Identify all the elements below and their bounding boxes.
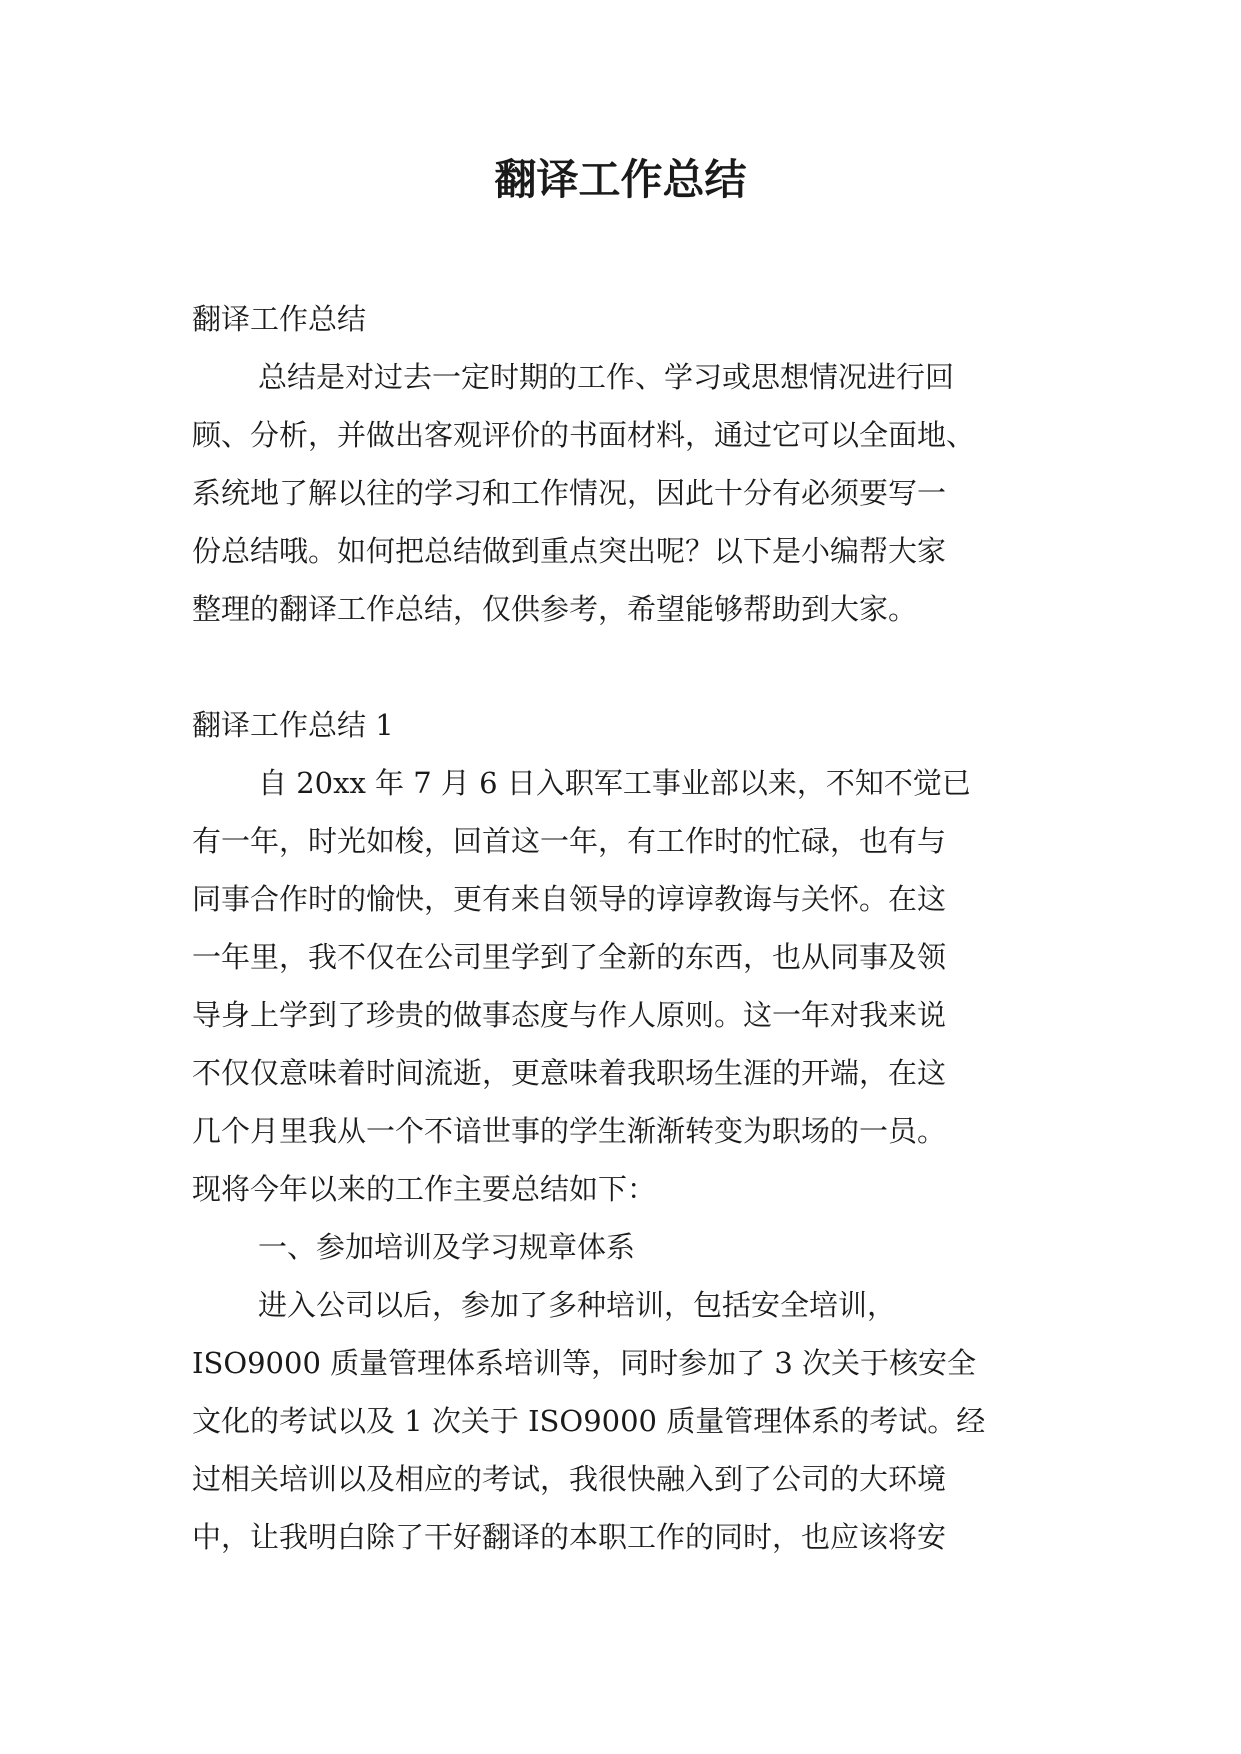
paragraph-line: 总结是对过去一定时期的工作、学习或思想情况进行回 — [258, 360, 955, 394]
paragraph-line: 顾、分析，并做出客观评价的书面材料，通过它可以全面地、 — [192, 418, 976, 452]
paragraph-line: 几个月里我从一个不谙世事的学生渐渐转变为职场的一员。 — [192, 1114, 947, 1148]
paragraph-line: 过相关培训以及相应的考试，我很快融入到了公司的大环境 — [192, 1462, 947, 1496]
paragraph-line: ISO9000 质量管理体系培训等，同时参加了 3 次关于核安全 — [192, 1346, 977, 1380]
paragraph-line: 有一年，时光如梭，回首这一年，有工作时的忙碌，也有与 — [192, 824, 947, 858]
section-heading: 翻译工作总结 1 — [192, 708, 394, 742]
paragraph-line: 份总结哦。如何把总结做到重点突出呢？以下是小编帮大家 — [192, 534, 947, 568]
document-title: 翻译工作总结 — [494, 155, 747, 204]
document-body — [192, 290, 1062, 1566]
paragraph-line: 文化的考试以及 1 次关于 ISO9000 质量管理体系的考试。经 — [192, 1404, 986, 1438]
subsection-heading: 一、参加培训及学习规章体系 — [258, 1230, 636, 1264]
paragraph-line: 整理的翻译工作总结，仅供参考，希望能够帮助到大家。 — [192, 592, 918, 626]
paragraph-line: 不仅仅意味着时间流逝，更意味着我职场生涯的开端，在这 — [192, 1056, 947, 1090]
paragraph-line: 同事合作时的愉快，更有来自领导的谆谆教诲与关怀。在这 — [192, 882, 947, 916]
paragraph-line: 系统地了解以往的学习和工作情况，因此十分有必须要写一 — [192, 476, 947, 510]
paragraph-line: 自 20xx 年 7 月 6 日入职军工事业部以来，不知不觉已 — [258, 766, 971, 800]
paragraph-line: 现将今年以来的工作主要总结如下： — [192, 1172, 657, 1206]
paragraph-line: 中，让我明白除了干好翻译的本职工作的同时，也应该将安 — [192, 1520, 947, 1554]
paragraph-gap — [192, 638, 1062, 696]
paragraph-line: 导身上学到了珍贵的做事态度与作人原则。这一年对我来说 — [192, 998, 947, 1032]
paragraph-line: 进入公司以后，参加了多种培训，包括安全培训， — [258, 1288, 897, 1322]
paragraph-line: 一年里，我不仅在公司里学到了全新的东西，也从同事及领 — [192, 940, 947, 974]
section-heading: 翻译工作总结 — [192, 302, 367, 336]
